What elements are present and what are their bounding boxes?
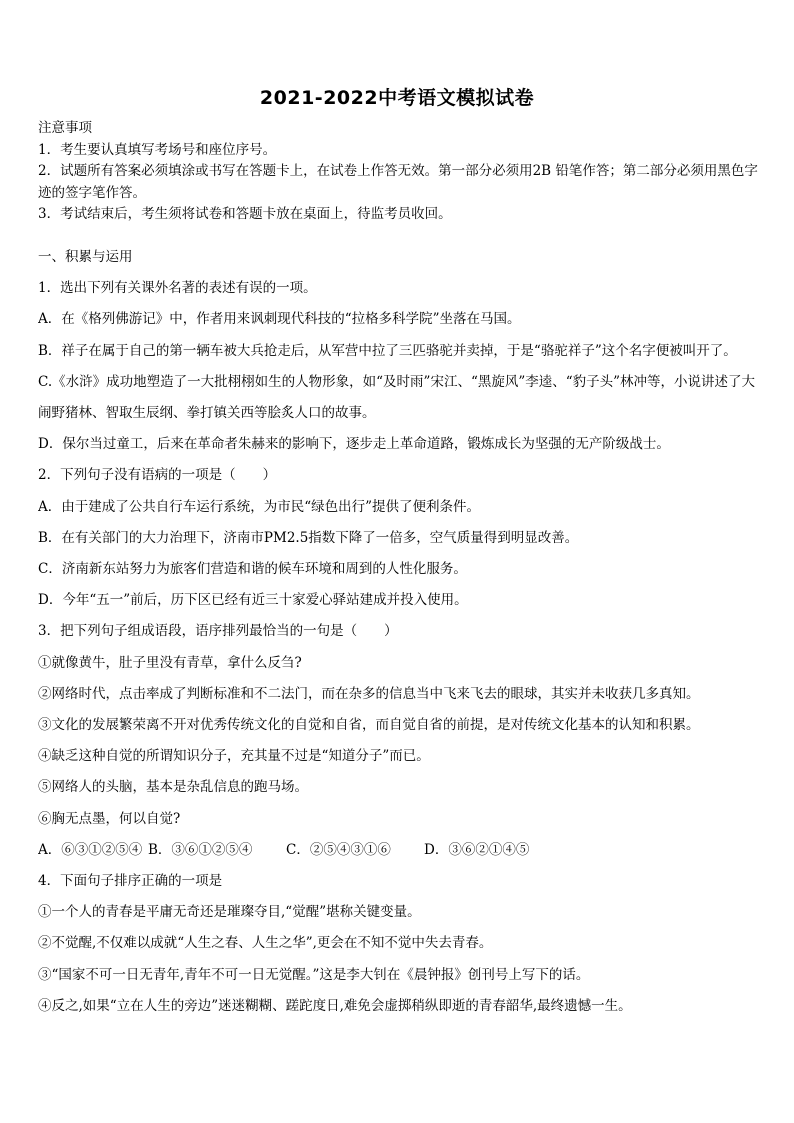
q1-option-c: C.《水浒》成功地塑造了一大批栩栩如生的人物形象，如“及时雨”宋江、“黑旋风”李逵、“豹子头”林冲等，小说讲述了大闹野猪林、智取生辰纲、拳打镇关西等脍炙人口的故事。	[38, 373, 756, 422]
section-accumulation	[38, 242, 760, 1022]
q3-sentence-6: ⑥胸无点墨，何以自觉?	[38, 810, 181, 827]
q3-option-c: C．②⑤④③①⑥	[286, 841, 391, 858]
q3-stem: 3．把下列句子组成语段，语序排列最恰当的一句是（ ）	[38, 623, 398, 640]
q3-sentence-2: ②网络时代，点击率成了判断标准和不二法门，而在杂多的信息当中飞来飞去的眼球，其实并未收获几多真知。	[38, 685, 700, 702]
q3-sentence-4: ④缺乏这种自觉的所谓知识分子，充其量不过是“知道分子”而已。	[38, 748, 430, 765]
section-heading: 一、积累与运用	[38, 249, 133, 265]
q3-option-b: B．③⑥①②⑤④	[148, 841, 253, 858]
q4-sentence-3: ③“国家不可一日无青年,青年不可一日无觉醒。”这是李大钊在《晨钟报》创刊号上写下的话。	[38, 966, 590, 983]
q3-option-d: D．③⑥②①④⑤	[424, 841, 530, 858]
q3-sentence-5: ⑤网络人的头脑，基本是杂乱信息的跑马场。	[38, 779, 308, 796]
q2-stem: 2．下列句子没有语病的一项是（ ）	[38, 467, 277, 484]
notes-heading: 注意事项	[38, 120, 92, 136]
q4-stem: 4．下面句子排序正确的一项是	[38, 873, 223, 890]
q3-sentence-1: ①就像黄牛，肚子里没有青草，拿什么反刍?	[38, 654, 302, 671]
q2-option-b: B．在有关部门的大力治理下，济南市PM2.5指数下降了一倍多，空气质量得到明显改善。	[38, 529, 579, 546]
q2-option-d: D．今年“五一”前后，历下区已经有近三十家爱心驿站建成并投入使用。	[38, 592, 468, 609]
q4-sentence-1: ①一个人的青春是平庸无奇还是璀璨夺目,“觉醒”堪称关键变量。	[38, 904, 421, 921]
q1-option-d: D．保尔当过童工，后来在革命者朱赫来的影响下，逐步走上革命道路，锻炼成长为坚强的无产阶级战士。	[38, 436, 670, 453]
q1-option-b: B．祥子在属于自己的第一辆车被大兵抢走后，从军营中拉了三匹骆驼并卖掉，于是“骆驼祥子”这个名字便被叫开了。	[38, 342, 737, 359]
notes-section	[38, 118, 760, 226]
notes-item-2: 2．试题所有答案必须填涂或书写在答题卡上，在试卷上作答无效。第一部分必须用2B 铅笔作答；第二部分必须用黑色字迹的签字笔作答。	[38, 163, 758, 201]
notes-item-3: 3．考试结束后，考生须将试卷和答题卡放在桌面上，待监考员收回。	[38, 206, 452, 222]
q3-sentence-3: ③文化的发展繁荣离不开对优秀传统文化的自觉和自省，而自觉自省的前提，是对传统文化基本的认知和积累。	[38, 717, 700, 734]
q4-sentence-4: ④反之,如果“立在人生的旁边”迷迷糊糊、蹉跎度日,难免会虚掷稍纵即逝的青春韶华,最终遗憾一生。	[38, 997, 632, 1014]
q1-stem: 1．选出下列有关课外名著的表述有误的一项。	[38, 280, 317, 297]
q2-option-c: C．济南新东站努力为旅客们营造和谐的候车环境和周到的人性化服务。	[38, 561, 467, 578]
q3-options	[38, 835, 760, 866]
page-title: 2021-2022中考语文模拟试卷	[259, 87, 535, 109]
notes-item-1: 1．考生要认真填写考场号和座位序号。	[38, 141, 277, 158]
q2-option-a: A．由于建成了公共自行车运行系统，为市民“绿色出行”提供了便利条件。	[38, 498, 481, 515]
q1-option-a: A．在《格列佛游记》中，作者用来讽刺现代科技的“拉格多科学院”坐落在马国。	[38, 311, 521, 328]
q3-option-a: A．⑥③①②⑤④	[38, 841, 143, 858]
q4-sentence-2: ②不觉醒,不仅难以成就“人生之春、人生之华”,更会在不知不觉中失去青春。	[38, 935, 493, 952]
